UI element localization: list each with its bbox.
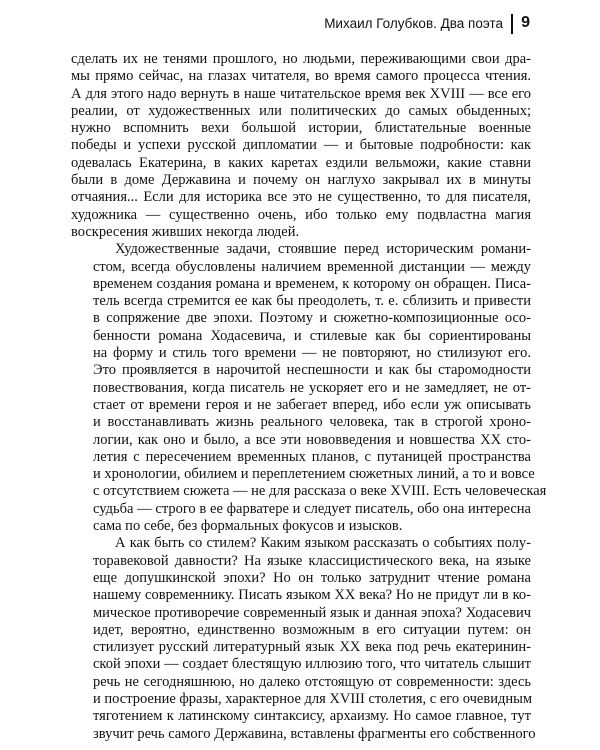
text-line: нашему современнику. Писать языком XX века? Но не придут ли в ко- — [93, 587, 531, 604]
text-line: реалии, от художественных или политических до самых обыденных; — [71, 102, 531, 119]
text-line: художника — существенно очень, ибо только ему подвластна магия — [71, 206, 531, 223]
text-line: и хронологии, обилием и переплетением сюжетных линий, а то и вовсе — [93, 466, 535, 483]
header-divider — [511, 14, 513, 34]
text-line: А для этого надо вернуть в наше читательское время век XVIII — все его — [71, 85, 531, 102]
text-line: тяготением к латинскому синтаксису, архаизму. Но самое главное, тут — [93, 708, 531, 725]
text-line: и восстанавливать жизнь реального человека, так в строгой хроно- — [93, 414, 531, 431]
text-line: отчаяния... Если для историка все это не существенно, то для писателя, — [71, 189, 531, 206]
paragraph-artistic-tasks — [71, 241, 547, 535]
text-line: и построение фразы, характерное для XVIII столетия, с его очевидным — [93, 690, 533, 707]
text-line: мы прямо сейчас, на глазах читателя, во время самого процесса чтения. — [71, 68, 531, 85]
text-line: торавековой давности? На языке классицистического века, на языке — [93, 552, 531, 569]
text-line: звучит речь самого Державина, вставлены фрагменты его собственного — [93, 725, 536, 742]
text-line: сделать их не тенями прошлого, но людьми, переживающими свои дра- — [71, 51, 531, 67]
text-line: мическое противоречие современный язык и данная эпоха? Ходасевич — [93, 604, 531, 621]
text-line: на форму и стиль того времени — не повторяют, но стилизуют его. — [93, 345, 531, 362]
text-line: идет, вероятно, единственно возможным в его ситуации путем: он — [93, 621, 531, 638]
text-line: А как быть со стилем? Каким языком рассказать о событиях полу- — [115, 535, 531, 552]
text-line: тель всегда стремится ее как бы преодолеть, т. е. сблизить и привести — [93, 293, 531, 310]
text-line: нужно вспомнить вехи большой истории, блистательные военные — [71, 120, 531, 137]
running-head: Михаил Голубков. Два поэта — [324, 16, 503, 31]
text-line: летия с пересечением временных планов, с путаницей пространства — [93, 448, 531, 465]
text-line: повествования, когда писатель не ускоряет его и не замедляет, не от- — [93, 379, 531, 396]
text-line: победы и успехи русской дипломатии — и бытовые подробности: как — [71, 137, 531, 154]
paragraph-style — [71, 535, 536, 743]
text-line: бенности романа Ходасевича, и стилевые как бы сориентированы — [93, 327, 531, 344]
text-line: стилизует русский литературный язык XX века под речь екатеринин- — [93, 639, 531, 656]
text-line: одевалась Екатерина, в каких каретах ездили вельможи, какие ставни — [71, 154, 531, 171]
text-line: с отсутствием сюжета — не для рассказа о веке XVIII. Есть человеческая — [93, 483, 547, 500]
text-line: временем создания романа и временем, к которому он обращен. Писа- — [93, 275, 531, 292]
text-line: были в доме Державина и почему он наглухо закрывал их в минуты — [71, 172, 531, 189]
text-line: воскресения живших некогда людей. — [71, 223, 300, 240]
text-line: Художественные задачи, стоявшие перед историческим романи- — [115, 241, 531, 258]
text-line: речь не сегодняшнюю, но далеко отстоящую от современности: здесь — [93, 673, 531, 690]
text-line: стом, всегда обусловлены наличием временной дистанции — между — [93, 258, 531, 275]
text-line: стает от времени героя и не забегает вперед, ибо если уж описывать — [93, 396, 531, 413]
body-text — [71, 51, 547, 743]
text-line: еще допушкинской эпохи? Но он только затруднит чтение романа — [93, 569, 531, 586]
text-line: ской эпохи — создает блестящую иллюзию того, что читатель слышит — [93, 656, 531, 673]
page-number: 9 — [521, 14, 530, 31]
text-line: Это проявляется в нарочитой неспешности и как бы старомодности — [93, 362, 531, 379]
text-line: в сопряжение две эпохи. Поэтому и сюжетно-композиционные осо- — [93, 310, 531, 327]
text-line: логии, как оно и было, а все эти нововведения и новшества XX сто- — [93, 431, 531, 448]
text-line: судьба — строго в ее фарватере и следует писатель, обо она интересна — [93, 500, 531, 517]
text-line: сама по себе, без формальных фокусов и изысков. — [93, 518, 403, 535]
paragraph-intro — [71, 51, 531, 241]
